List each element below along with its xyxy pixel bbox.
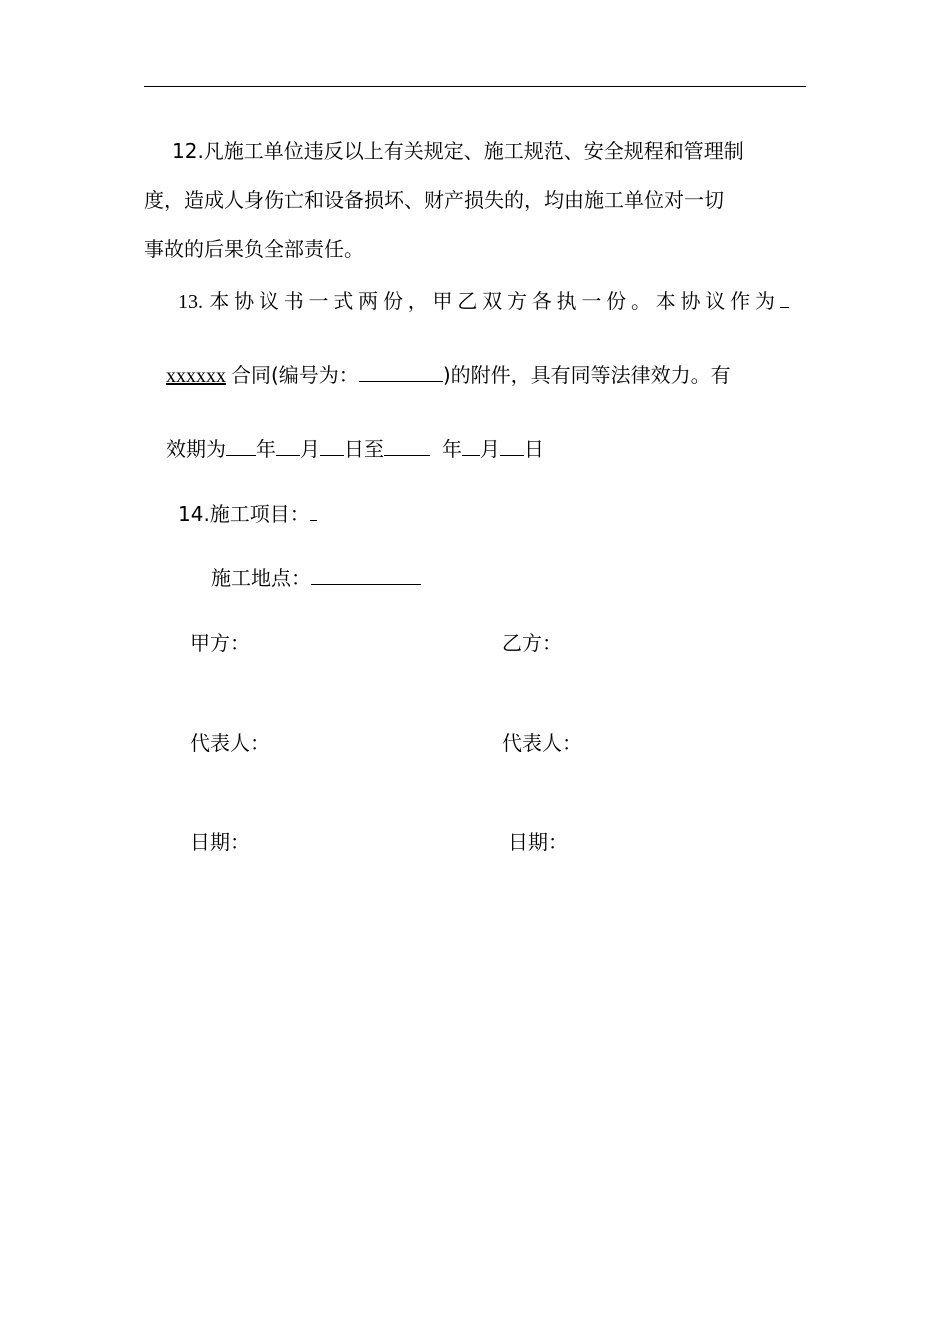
party-a-label: 甲方：	[190, 631, 250, 655]
header-rule	[144, 86, 806, 87]
item13-line2	[166, 361, 731, 390]
date-a-label: 日期：	[190, 830, 250, 854]
rep-a-label: 代表人：	[190, 731, 270, 755]
contract-number-field[interactable]	[359, 361, 443, 382]
item14-location	[211, 564, 421, 592]
attachment-text: )的附件，具有同等法律效力。有	[442, 363, 731, 387]
date-b-label: 日期：	[508, 830, 568, 854]
item14-project	[178, 500, 317, 528]
contract-name: xxxxxx	[166, 365, 226, 387]
end-month-field[interactable]	[462, 435, 480, 456]
contract-number-label: 合同(编号为：	[231, 363, 359, 387]
item12-line1: 12.凡施工单位违反以上有关规定、施工规范、安全规程和管理制	[172, 139, 744, 163]
location-label: 施工地点：	[211, 566, 311, 590]
project-field[interactable]	[310, 500, 317, 521]
rep-b-label: 代表人：	[502, 731, 582, 755]
party-b-label: 乙方：	[502, 631, 562, 655]
end-year-field[interactable]	[384, 435, 430, 456]
project-label: 14.施工项目：	[178, 502, 310, 526]
start-year-field[interactable]	[226, 435, 256, 456]
start-day-field[interactable]	[320, 435, 344, 456]
blank-field[interactable]	[780, 287, 789, 308]
item13-text: 本协议书一式两份，甲乙双方各执一份。本协议作为	[209, 289, 780, 313]
start-month-field[interactable]	[276, 435, 300, 456]
item13-number: 13.	[178, 291, 203, 313]
location-field[interactable]	[311, 564, 421, 585]
item13-line1	[178, 287, 789, 316]
item12-line3: 事故的后果负全部责任。	[144, 237, 364, 261]
item13-validity: 效期为 年 月 日至 年 月 日	[166, 437, 544, 461]
item12-line2: 度，造成人身伤亡和设备损坏、财产损失的，均由施工单位对一切	[144, 188, 724, 212]
end-day-field[interactable]	[500, 435, 524, 456]
